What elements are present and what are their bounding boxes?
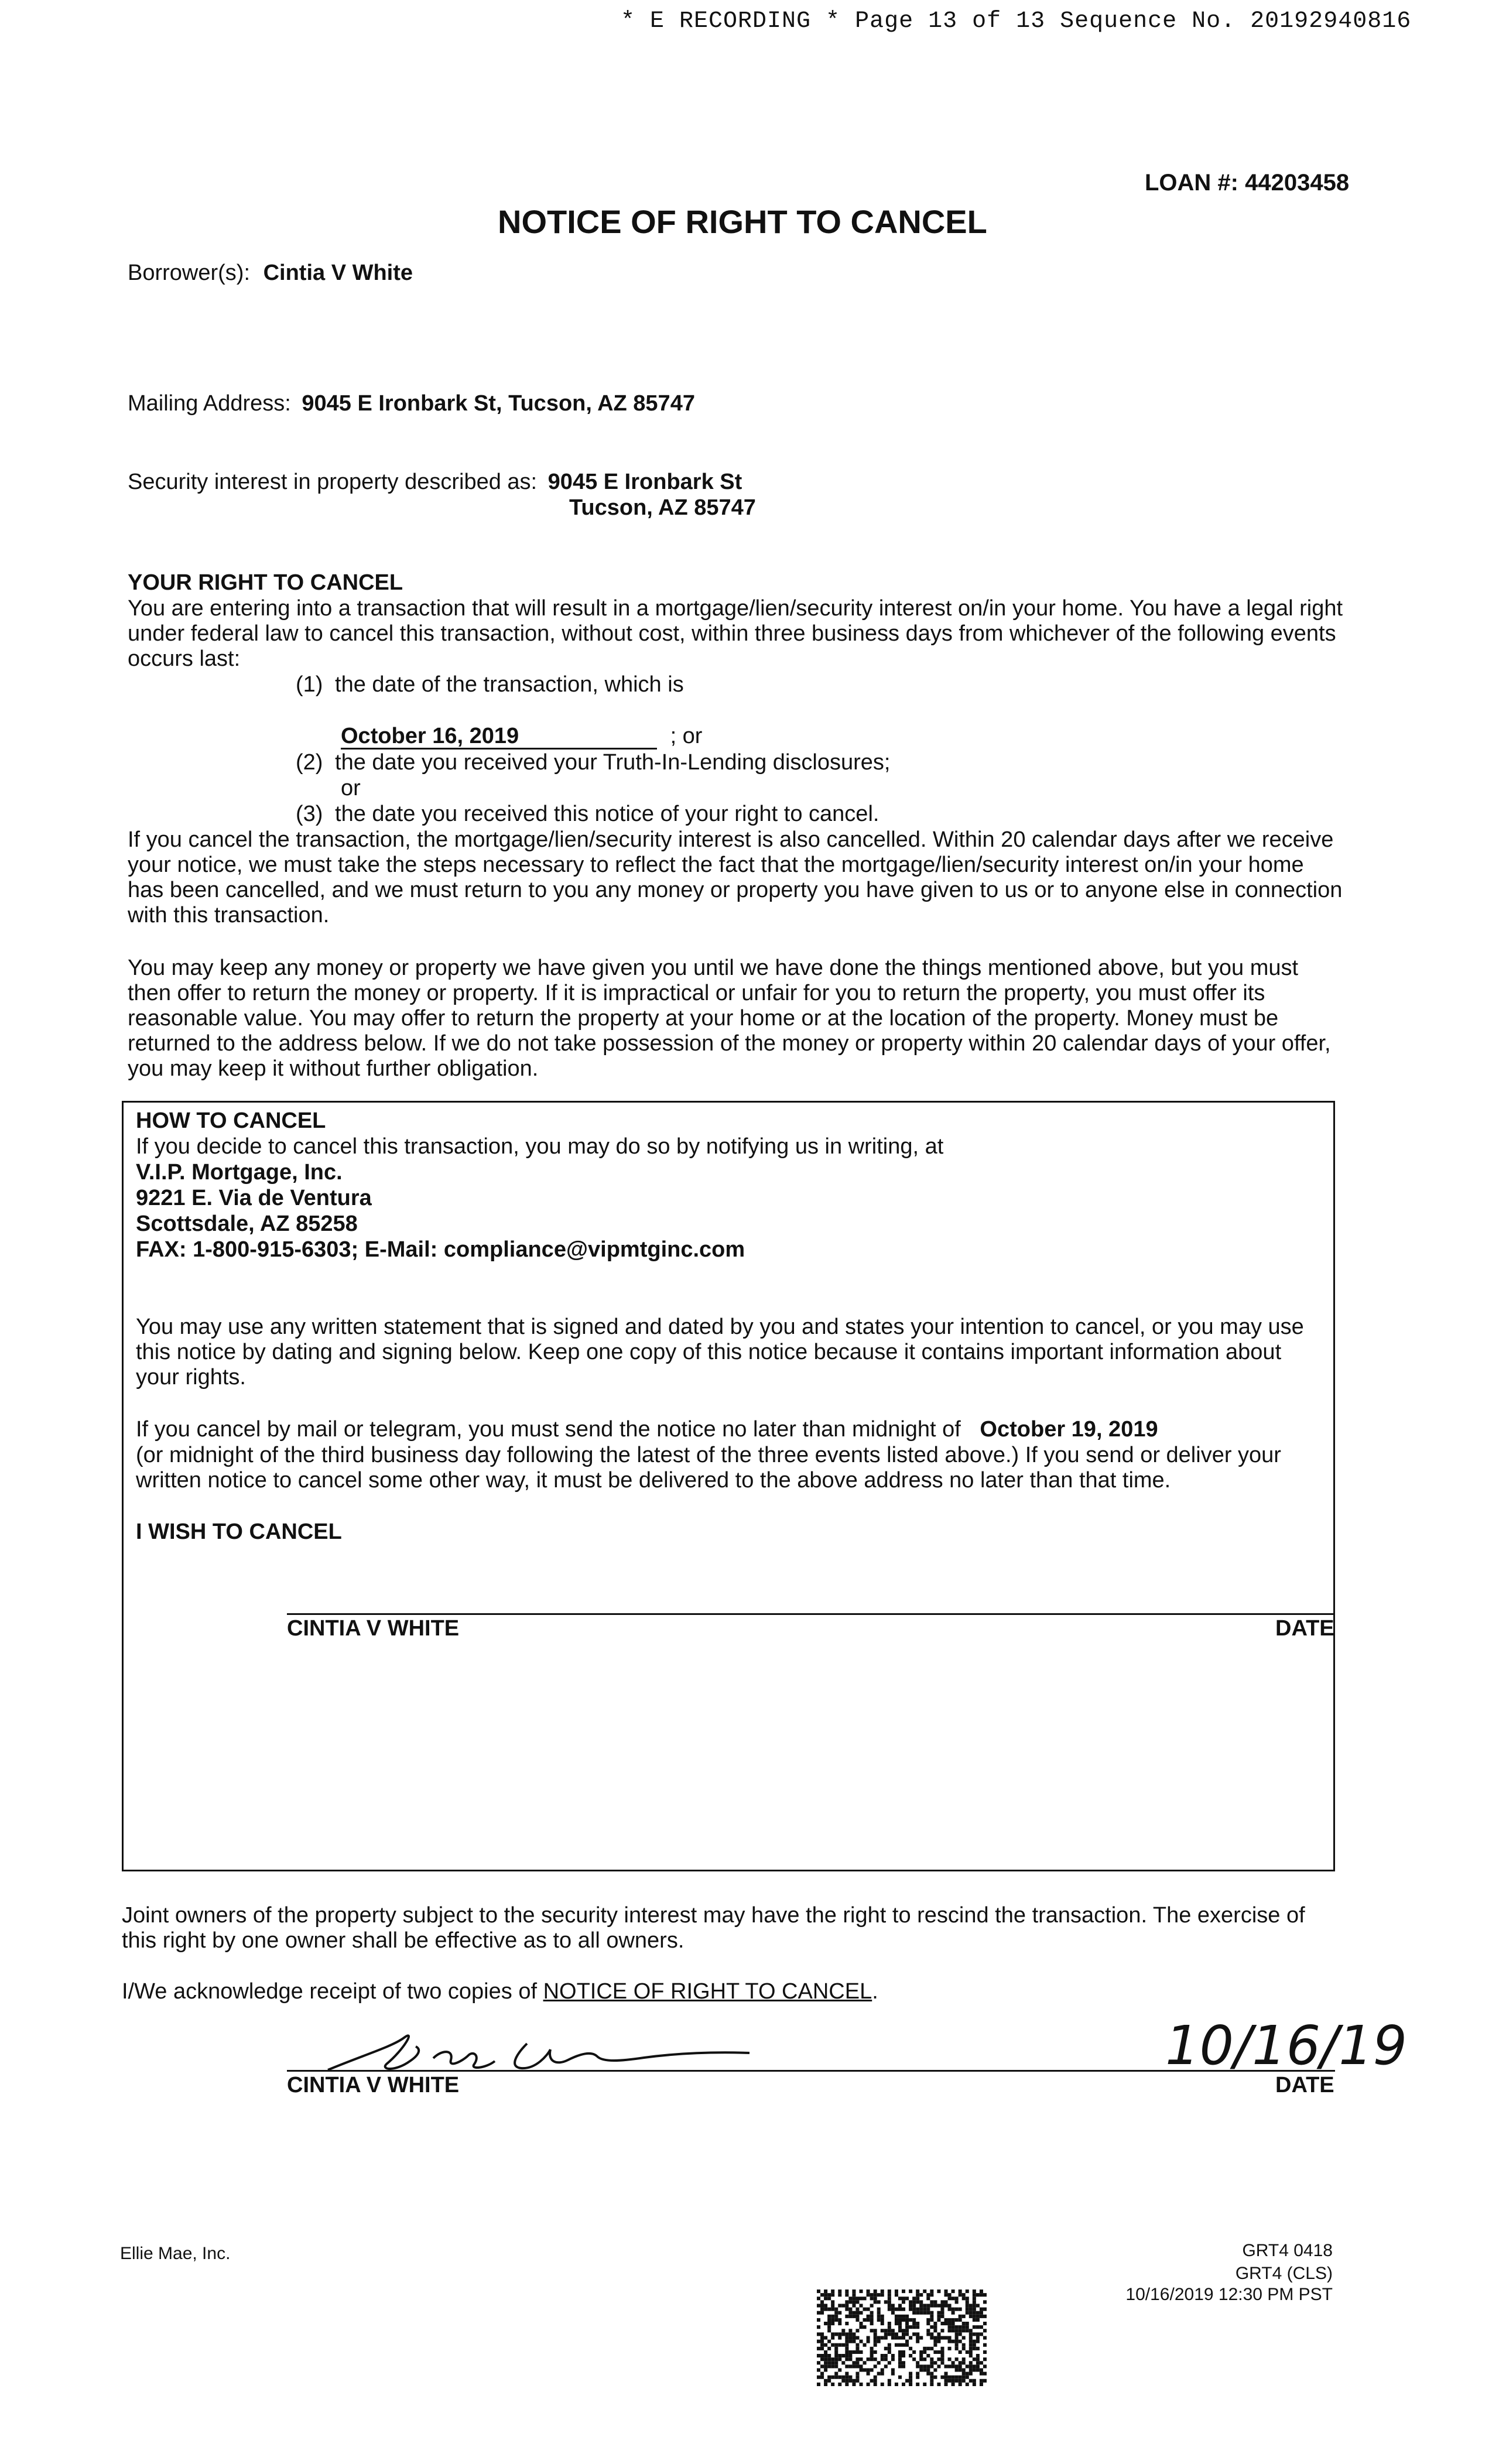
acknowledgement-line: [122, 1979, 878, 2004]
lender-street: 9221 E. Via de Ventura: [136, 1186, 372, 1210]
footer-timestamp: 10/16/2019 12:30 PM PST: [1125, 2285, 1333, 2304]
wish-to-cancel-heading: I WISH TO CANCEL: [136, 1520, 342, 1544]
or-word: or: [341, 776, 361, 800]
footer-form-code-2: GRT4 (CLS): [1235, 2264, 1333, 2283]
loan-label: LOAN #:: [1145, 170, 1245, 196]
item-3: [296, 802, 879, 827]
item-1-text: the date of the transaction, which is: [335, 672, 684, 697]
transaction-date-line: [341, 724, 702, 750]
item-2: [296, 750, 890, 775]
joint-owners-paragraph: Joint owners of the property subject to the security interest may have the right to rescind the transaction. The exercise of this right by one owner shall be effective as to all owners.: [122, 1903, 1305, 1953]
barcode-2d: [817, 2290, 987, 2386]
written-statement-paragraph: You may use any written statement that is signed and dated by you and states your intention to cancel, or you may use this notice by dating and signing below. Keep one copy of this notice because it contains important information about your rights.: [136, 1315, 1304, 1390]
deadline-text: If you cancel by mail or telegram, you must send the notice no later than midnight of: [136, 1417, 967, 1442]
how-to-cancel-heading: HOW TO CANCEL: [136, 1108, 326, 1133]
footer-company: Ellie Mae, Inc.: [120, 2244, 231, 2263]
property-line1: 9045 E Ironbark St: [547, 470, 742, 494]
receipt-signature-name: CINTIA V WHITE: [287, 2073, 460, 2097]
security-label: Security interest in property described as:: [128, 470, 543, 494]
security-interest-line: [128, 470, 742, 495]
or-after-date: ; or: [670, 724, 703, 748]
loan-number-line: [1145, 170, 1349, 196]
item-3-text: the date you received this notice of your right to cancel.: [335, 802, 879, 826]
lender-name: V.I.P. Mortgage, Inc.: [136, 1160, 343, 1185]
how-to-cancel-intro: If you decide to cancel this transaction, you may do so by notifying us in writing, at: [136, 1134, 944, 1159]
ack-title: NOTICE OF RIGHT TO CANCEL: [543, 1979, 872, 2004]
cancel-date-label: DATE: [1275, 1616, 1334, 1641]
item-1: [296, 672, 684, 697]
mailing-address: 9045 E Ironbark St, Tucson, AZ 85747: [302, 391, 695, 416]
cancel-signature-name: CINTIA V WHITE: [287, 1616, 460, 1641]
deadline-date: October 19, 2019: [980, 1417, 1158, 1442]
item-1-number: (1): [296, 672, 323, 697]
cancel-signature-line: [287, 1613, 1335, 1615]
borrower-line: [128, 261, 413, 286]
loan-number: 44203458: [1245, 170, 1350, 196]
mailing-address-line: [128, 391, 695, 416]
ack-end: .: [872, 1979, 878, 2004]
deadline-paragraph: (or midnight of the third business day following the latest of the three events listed above.) If you send or deliver your written notice to cancel some other way, it must be delivered to the above address no later than that time.: [136, 1443, 1281, 1493]
transaction-date: October 16, 2019: [341, 724, 657, 750]
lender-contact: FAX: 1-800-915-6303; E-Mail: compliance@vipmtginc.com: [136, 1237, 745, 1262]
item-2-number: (2): [296, 750, 323, 775]
ack-text: I/We acknowledge receipt of two copies of: [122, 1979, 543, 2004]
return-property-paragraph: You may keep any money or property we have given you until we have done the things mentioned above, but you must then offer to return the money or property. If it is impractical or unfair for you to return the property, you must offer its reasonable value. You may offer to return the property at your home or at the location of the property. Money must be returned to the address below. If we do not take possession of the money or property within 20 calendar days of your offer, you may keep it without further obligation.: [128, 956, 1331, 1081]
borrower-label: Borrower(s):: [128, 261, 256, 285]
property-line2: Tucson, AZ 85747: [569, 495, 756, 520]
handwritten-date: 10/16/19: [1165, 2014, 1408, 2077]
borrower-name: Cintia V White: [263, 261, 413, 285]
deadline-line: [136, 1417, 1158, 1442]
right-to-cancel-intro: You are entering into a transaction that will result in a mortgage/lien/security interest on/in your home. You have a legal right under federal law to cancel this transaction, without cost, within three business days from whichever of the following events occurs last:: [128, 596, 1343, 671]
lender-city: Scottsdale, AZ 85258: [136, 1212, 358, 1236]
mailing-label: Mailing Address:: [128, 391, 297, 416]
item-2-text: the date you received your Truth-In-Lending disclosures;: [335, 750, 891, 775]
footer-form-code: GRT4 0418: [1242, 2241, 1333, 2260]
page-title: NOTICE OF RIGHT TO CANCEL: [498, 203, 987, 240]
recording-header: * E RECORDING * Page 13 of 13 Sequence No. 20192940816: [621, 8, 1412, 35]
cancel-effect-paragraph: If you cancel the transaction, the mortgage/lien/security interest is also cancelled. Within 20 calendar days after we receive your notice, we must take the steps necessary to reflect the fact that the mortgage/lien/security interest on/in your home has been cancelled, and we must return to you any money or property you have given to us or to anyone else in connection with this transaction.: [128, 827, 1343, 928]
item-3-number: (3): [296, 802, 323, 826]
receipt-date-label: DATE: [1275, 2073, 1334, 2097]
right-to-cancel-heading: YOUR RIGHT TO CANCEL: [128, 570, 403, 595]
